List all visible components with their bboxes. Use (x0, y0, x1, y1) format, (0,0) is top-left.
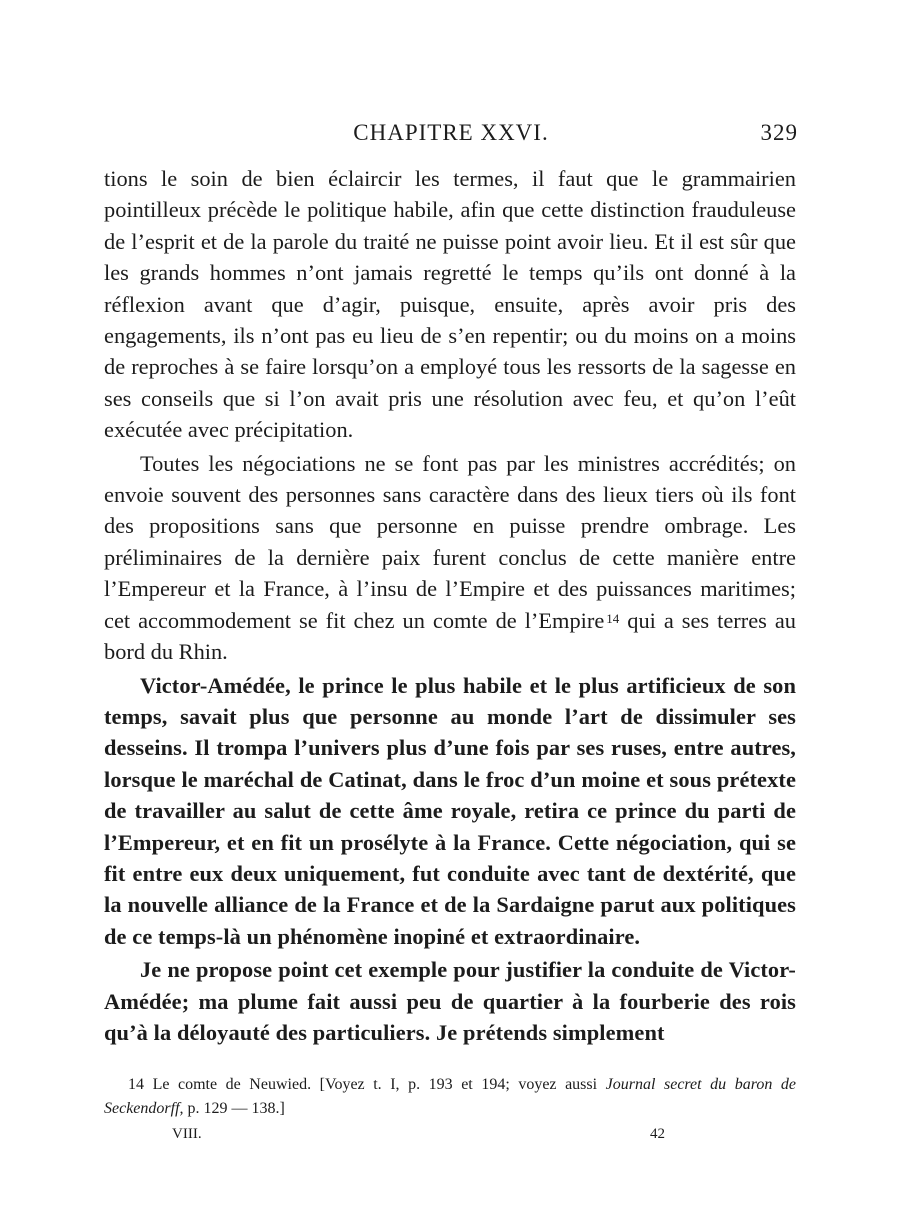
paragraph-1: tions le soin de bien éclaircir les termes, il faut que le grammairien pointilleux précède le politique habile, afin que cette distinction frauduleuse de l’esprit et de la parole du traité ne puisse point avoir lieu. Et il est sûr que les grands hommes n’ont jamais regretté le temps qu’ils ont donné à la réflexion avant que d’agir, puisque, ensuite, après avoir pris des engagements, ils n’ont pas eu lieu de s’en repentir; ou du moins on a moins de reproches à se faire lorsqu’on a employé tous les ressorts de la sagesse en ses conseils que si l’on avait pris une résolution avec feu, et qu’on l’eût exécutée avec précipitation. (104, 166, 796, 443)
page-footer (104, 1126, 796, 1150)
sheet-number: 42 (650, 1126, 665, 1142)
paragraph-4: Je ne propose point cet exemple pour justifier la conduite de Victor-Amédée; ma plume fait aussi peu de quartier à la fourberie des rois qu’à la déloyauté des particuliers. Je prétends simplement (104, 957, 796, 1045)
signature-mark: VIII. (172, 1126, 202, 1142)
paragraph-3: Victor-Amédée, le prince le plus habile et le plus artificieux de son temps, savait plus que personne au monde l’art de dissimuler ses desseins. Il trompa l’univers plus d’une fois par ses ruses, entre autres, lorsque le maréchal de Catinat, dans le froc d’un moine et sous prétexte de travailler au salut de cette âme royale, retira ce prince du parti de l’Empereur, et en fit un prosélyte à la France. Cette négociation, qui se fit entre eux deux uniquement, fut conduite avec tant de dextérité, que la nouvelle alliance de la France et de la Sardaigne parut aux politiques de ce temps-là un phénomène inopiné et extraordinaire. (104, 672, 796, 949)
running-header (104, 120, 798, 150)
footnote-number: 14 (128, 1076, 144, 1093)
footnote-reference: 14 (606, 610, 620, 626)
paragraph-2-tail: qui a ses terres au bord du Rhin. (104, 607, 796, 665)
footnote-text: Le comte de Neuwied. [Voyez t. I, p. 193 et 194; voyez aussi (152, 1076, 598, 1093)
paragraph-2-text: Toutes les négociations ne se font pas par les ministres accrédités; on envoie souvent des personnes sans caractère dans des lieux tiers où ils font des propositions sans que personne en puisse prendre ombrage. Les préliminaires de la dernière paix furent conclus de cette manière entre l’Empereur et la France, à l’insu de l’Empire et des puissances maritimes; cet accommodement se fit chez un comte de l’Empire (104, 450, 796, 633)
body-text (104, 163, 796, 1048)
footnote-italic-title: Journal secret du baron de Seckendorff, (104, 1076, 797, 1117)
footnote (104, 1073, 796, 1121)
paragraph-2 (104, 448, 796, 668)
chapter-title: CHAPITRE XXVI. (353, 120, 549, 145)
footnote-pages: p. 129 — 138.] (187, 1100, 285, 1117)
page-number: 329 (760, 120, 798, 145)
